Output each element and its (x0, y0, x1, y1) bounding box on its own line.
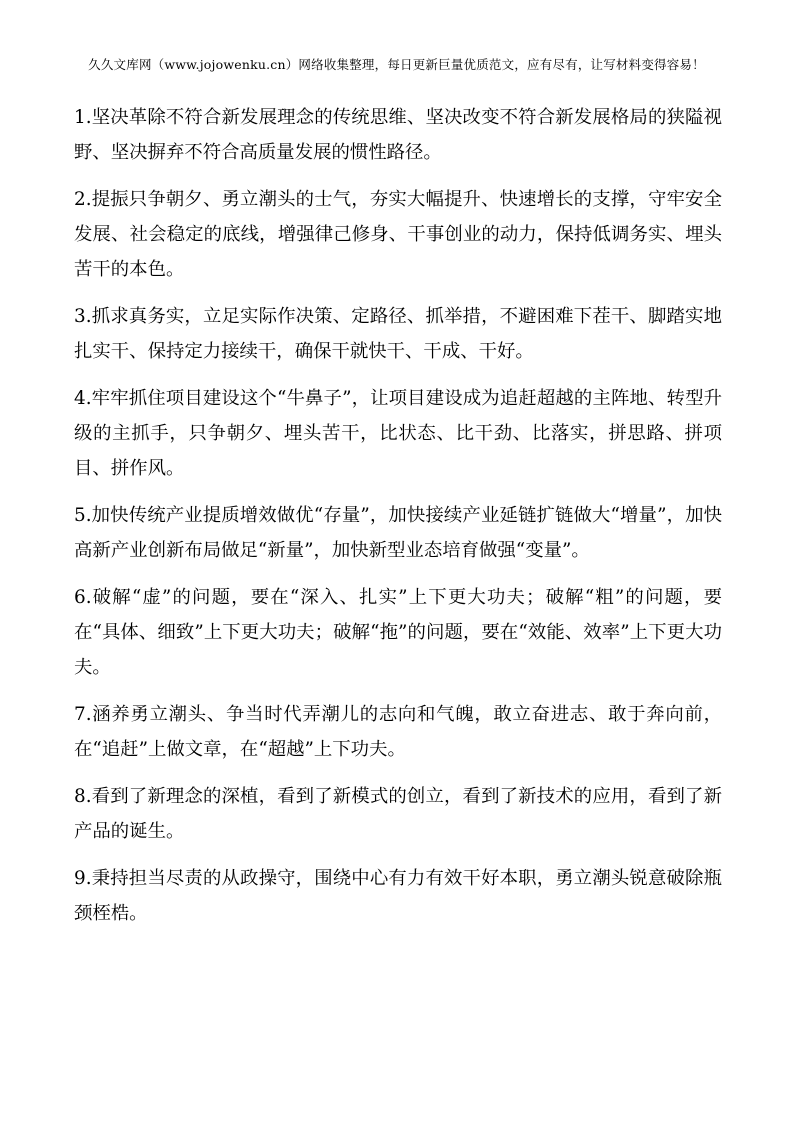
paragraph-9: 9.秉持担当尽责的从政操守，围绕中心有力有效干好本职，勇立潮头锐意破除瓶颈桎梏。 (74, 868, 722, 924)
paragraph-3: 3.抓求真务实，立足实际作决策、定路径、抓举措，不避困难下茬干、脚踏实地扎实干、保持定力接续干，确保干就快干、干成、干好。 (74, 306, 722, 362)
paragraph-6: 6.破解“虚”的问题，要在“深入、扎实”上下更大功夫；破解“粗”的问题，要在“具体、细致”上下更大功夫；破解“拖”的问题，要在“效能、效率”上下更大功夫。 (74, 587, 722, 678)
paragraph-5: 5.加快传统产业提质增效做优“存量”，加快接续产业延链扩链做大“增量”，加快高新产业创新布局做足“新量”，加快新型业态培育做强“变量”。 (74, 505, 722, 561)
paragraph-7: 7.涵养勇立潮头、争当时代弄潮儿的志向和气魄，敢立奋进志、敢于奔向前，在“追赶”上做文章，在“超越”上下功夫。 (74, 704, 722, 760)
paragraph-1: 1.坚决革除不符合新发展理念的传统思维、坚决改变不符合新发展格局的狭隘视野、坚决摒弃不符合高质量发展的惯性路径。 (74, 107, 722, 163)
page-header: 久久文库网（www.jojowenku.cn）网络收集整理，每日更新巨量优质范文，应有尽有，让写材料变得容易！ (88, 57, 705, 72)
document-body (74, 100, 722, 943)
paragraph-2: 2.提振只争朝夕、勇立潮头的士气，夯实大幅提升、快速增长的支撑，守牢安全发展、社会稳定的底线，增强律己修身、干事创业的动力，保持低调务实、埋头苦干的本色。 (74, 189, 722, 280)
paragraph-4: 4.牢牢抓住项目建设这个“牛鼻子”，让项目建设成为追赶超越的主阵地、转型升级的主抓手，只争朝夕、埋头苦干，比状态、比干劲、比落实，拼思路、拼项目、拼作风。 (74, 388, 722, 479)
paragraph-8: 8.看到了新理念的深植，看到了新模式的创立，看到了新技术的应用，看到了新产品的诞生。 (74, 786, 722, 842)
